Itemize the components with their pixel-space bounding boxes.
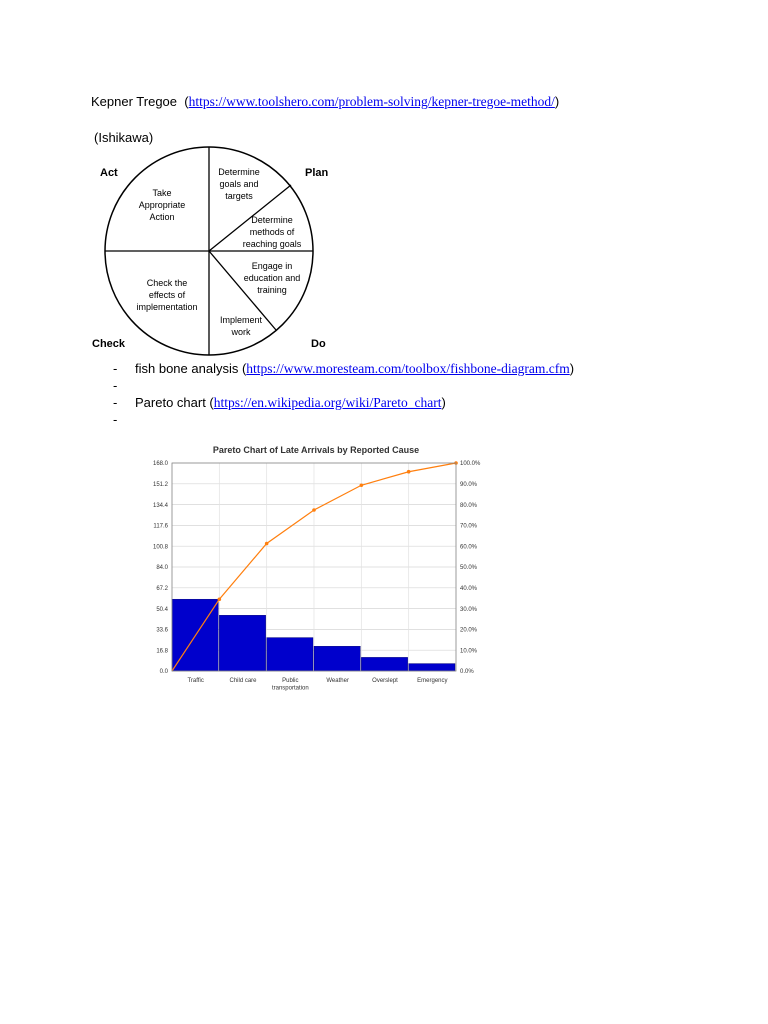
list-bullet: - bbox=[113, 395, 118, 410]
list-bullet: - bbox=[113, 378, 118, 393]
y2-tick-label: 40.0% bbox=[460, 586, 478, 592]
pdca-methods-line-2: methods of bbox=[249, 227, 295, 237]
y2-tick-label: 80.0% bbox=[460, 502, 478, 509]
y2-tick-label: 90.0% bbox=[460, 482, 478, 488]
kepner-line bbox=[91, 94, 559, 110]
chart-y-tick-labels bbox=[153, 461, 169, 675]
bar bbox=[409, 664, 455, 671]
svg-text:Determine bbox=[251, 215, 293, 225]
y-tick-label: 151.2 bbox=[152, 482, 168, 488]
svg-text:targets bbox=[225, 191, 253, 201]
pareto-label: Pareto chart ( bbox=[135, 395, 214, 410]
svg-text:Action bbox=[149, 212, 174, 222]
x-tick-label: transportation bbox=[271, 685, 309, 692]
y2-tick-label: 60.0% bbox=[460, 544, 478, 551]
y2-tick-label: 100.0% bbox=[460, 461, 481, 468]
pdca-act-line-1: Take bbox=[152, 188, 172, 198]
chart-x-tick-labels bbox=[187, 678, 447, 692]
fishbone-label: fish bone analysis ( bbox=[135, 361, 247, 376]
list-item-fishbone bbox=[135, 361, 574, 377]
svg-text:Engage in bbox=[252, 261, 293, 271]
pareto-chart bbox=[140, 437, 500, 699]
chart-bars bbox=[172, 599, 455, 671]
pdca-corner-do: Do bbox=[311, 338, 326, 350]
y2-tick-label: 0.0% bbox=[460, 669, 474, 676]
pdca-engage-line-3: training bbox=[257, 285, 287, 295]
x-tick-label: Weather bbox=[326, 678, 349, 684]
y-tick-label: 84.0 bbox=[156, 565, 168, 572]
cumulative-point bbox=[218, 597, 222, 601]
y-tick-label: 117.6 bbox=[153, 523, 168, 530]
svg-text:Check the bbox=[147, 278, 188, 288]
list-bullet: - bbox=[113, 361, 118, 376]
svg-text:training bbox=[257, 285, 287, 295]
svg-text:implementation bbox=[136, 302, 197, 312]
ishikawa-label: (Ishikawa) bbox=[94, 130, 154, 145]
list-item-pareto bbox=[135, 395, 446, 411]
bar bbox=[314, 646, 360, 671]
pareto-close-paren: ) bbox=[441, 395, 446, 410]
cumulative-point bbox=[265, 542, 269, 546]
pdca-goals-line-1: Determine bbox=[218, 167, 260, 177]
bar bbox=[361, 657, 407, 671]
cumulative-point bbox=[407, 470, 411, 474]
pdca-check-line-3: implementation bbox=[136, 302, 198, 312]
svg-text:goals and bbox=[219, 179, 258, 189]
x-tick-label: Public bbox=[282, 678, 299, 684]
svg-text:Appropriate bbox=[139, 200, 186, 210]
kepner-open-paren: ( bbox=[184, 94, 189, 109]
y-tick-label: 33.6 bbox=[156, 627, 168, 634]
y-tick-label: 100.8 bbox=[152, 544, 168, 551]
pdca-corner-act: Act bbox=[100, 167, 118, 179]
chart-y2-tick-labels bbox=[460, 461, 481, 675]
x-tick-label: Emergency bbox=[417, 678, 448, 684]
chart-title: Pareto Chart of Late Arrivals by Reported Cause bbox=[212, 445, 420, 455]
list-bullet: - bbox=[113, 412, 118, 427]
pdca-act-line-2: Appropriate bbox=[138, 200, 186, 210]
svg-text:education and bbox=[244, 273, 301, 283]
y2-tick-label: 20.0% bbox=[460, 627, 478, 634]
y2-tick-label: 30.0% bbox=[460, 606, 478, 613]
svg-text:work bbox=[230, 327, 251, 337]
fishbone-link[interactable]: https://www.moresteam.com/toolbox/fishbone-diagram.cfm bbox=[246, 361, 570, 376]
cumulative-point bbox=[360, 483, 364, 487]
y2-tick-label: 10.0% bbox=[460, 648, 478, 655]
y2-tick-label: 70.0% bbox=[460, 523, 478, 530]
pdca-act-line-3: Action bbox=[149, 212, 175, 222]
svg-text:Implement bbox=[220, 315, 263, 325]
pdca-implement-line-2: work bbox=[231, 327, 251, 337]
pdca-goals-line-2: goals and bbox=[219, 179, 259, 189]
pdca-corner-check: Check bbox=[92, 338, 126, 350]
pdca-corner-plan: Plan bbox=[305, 167, 329, 179]
svg-text:methods of bbox=[250, 227, 295, 237]
svg-text:reaching goals bbox=[243, 239, 302, 249]
kepner-close-paren: ) bbox=[554, 94, 560, 109]
pdca-check-line-2: effects of bbox=[148, 290, 186, 300]
pdca-engage-line-1: Engage in bbox=[251, 261, 293, 271]
y-tick-label: 0.0 bbox=[159, 669, 168, 676]
svg-text:effects of bbox=[149, 290, 186, 300]
svg-text:Determine bbox=[218, 167, 260, 177]
bar bbox=[267, 638, 313, 671]
kepner-link[interactable]: https://www.toolshero.com/problem-solving/kepner-tregoe-method/ bbox=[188, 94, 555, 109]
pareto-link[interactable]: https://en.wikipedia.org/wiki/Pareto_chart bbox=[213, 395, 442, 410]
bar bbox=[219, 615, 265, 671]
pdca-methods-line-1: Determine bbox=[251, 215, 293, 225]
pdca-methods-line-3: reaching goals bbox=[242, 239, 302, 249]
y-tick-label: 168.0 bbox=[152, 461, 168, 468]
y-tick-label: 134.4 bbox=[152, 502, 168, 509]
pdca-diagram bbox=[88, 142, 344, 360]
x-tick-label: Child care bbox=[229, 678, 257, 684]
y-tick-label: 67.2 bbox=[156, 586, 168, 592]
y2-tick-label: 50.0% bbox=[460, 565, 478, 572]
cumulative-point bbox=[312, 508, 316, 512]
svg-text:Take bbox=[152, 188, 171, 198]
y-tick-label: 16.8 bbox=[156, 648, 168, 655]
pdca-engage-line-2: education and bbox=[243, 273, 301, 283]
pdca-check-line-1: Check the bbox=[146, 278, 188, 288]
kepner-label: Kepner Tregoe bbox=[91, 94, 178, 109]
fishbone-close-paren: ) bbox=[569, 361, 575, 376]
x-tick-label: Traffic bbox=[187, 678, 204, 684]
y-tick-label: 50.4 bbox=[156, 606, 168, 613]
x-tick-label: Overslept bbox=[372, 678, 398, 684]
pdca-implement-line-1: Implement bbox=[219, 315, 263, 325]
pdca-goals-line-3: targets bbox=[225, 191, 253, 201]
